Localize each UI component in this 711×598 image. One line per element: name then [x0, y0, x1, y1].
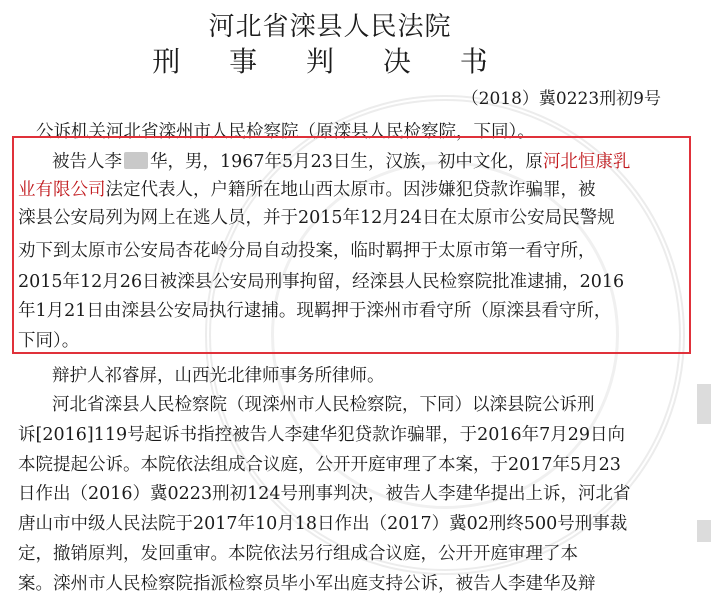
text-segment: 华，男，1967年5月23日生，汉族，初中文化，原 — [150, 152, 543, 172]
defendant-line-2 — [18, 176, 596, 201]
page-edge-marker — [697, 520, 711, 542]
prosecutor-line: 公诉机关河北省滦州市人民检察院（原滦县人民检察院，下同）。 — [36, 122, 535, 142]
defendant-line-3: 滦县公安局列为网上在逃人员，并于2015年12月24日在太原市公安局民警规 — [18, 208, 615, 228]
text-segment: 被告人李 — [52, 152, 122, 172]
redacted-name — [124, 152, 148, 169]
defender-line: 辩护人祁睿屏，山西光北律师事务所律师。 — [52, 366, 385, 386]
company-name-highlight: 业有限公司 — [18, 180, 106, 200]
text-segment: 法定代表人，户籍所在地山西太原市。因涉嫌犯贷款诈骗罪，被 — [105, 180, 596, 200]
defendant-line-1 — [52, 148, 630, 173]
defendant-line-5: 2015年12月26日被滦县公安局刑事拘留，经滦县人民检察院批准逮捕，2016 — [18, 272, 625, 292]
document-type: 刑 事 判 决 书 — [152, 45, 508, 78]
body-line-1: 河北省滦县人民检察院（现滦州市人民检察院，下同）以滦县院公诉刑 — [52, 395, 595, 415]
defendant-line-7: 下同）。 — [18, 331, 80, 351]
body-line-3: 本院提起公诉。本院依法组成合议庭，公开开庭审理了本案，于2017年5月23 — [18, 455, 621, 475]
defendant-line-4: 劝下到太原市公安局杏花岭分局自动投案，临时羁押于太原市第一看守所， — [18, 241, 596, 261]
defendant-line-6: 年1月21日由滦县公安局执行逮捕。现羁押于滦州市看守所（原滦县看守所， — [18, 301, 612, 321]
body-line-4: 日作出（2016）冀0223刑初124号刑事判决，被告人李建华提出上诉，河北省 — [18, 484, 631, 504]
body-line-2: 诉[2016]119号起诉书指控被告人李建华犯贷款诈骗罪，于2016年7月29日向 — [18, 425, 626, 445]
case-number: （2018）冀0223刑初9号 — [461, 89, 661, 109]
court-name: 河北省滦县人民法院 — [208, 12, 452, 42]
body-line-7: 案。滦州市人民检察院指派检察员毕小军出庭支持公诉，被告人李建华及辩 — [18, 574, 596, 594]
body-line-6: 定，撤销原判，发回重审。本院依法另行组成合议庭，公开开庭审理了本 — [18, 544, 578, 564]
body-line-5: 唐山市中级人民法院于2017年10月18日作出（2017）冀02刑终500号刑事裁 — [18, 514, 628, 534]
page-edge-marker — [697, 384, 711, 424]
company-name-highlight: 河北恒康乳 — [542, 152, 631, 172]
